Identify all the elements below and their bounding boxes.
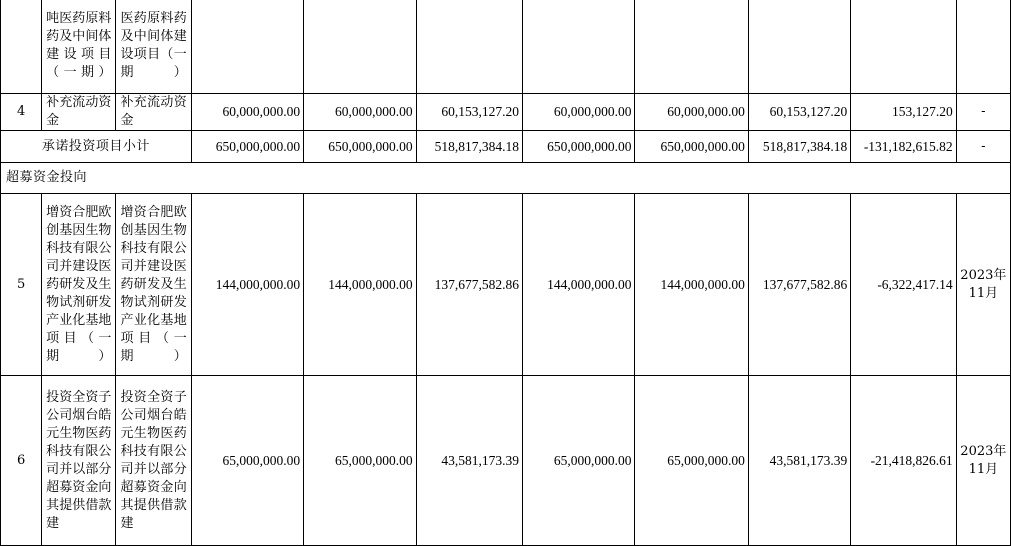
- subtotal-label: 承诺投资项目小计: [1, 131, 192, 163]
- table-row: [1, 0, 1011, 94]
- project-name-committed: 增资合肥欧创基因生物科技有限公司并建设医药研发及生物试剂研发产业化基地项目（一期）: [42, 194, 116, 376]
- adjusted-investment: 65,000,000.00: [304, 376, 416, 546]
- row-number: 6: [1, 376, 42, 546]
- difference-amount: -21,418,826.61: [851, 376, 956, 546]
- row-number: [1, 0, 42, 94]
- project-name-adjusted: 补充流动资金: [116, 94, 191, 131]
- value-col-4: 144,000,000.00: [523, 194, 635, 376]
- adjusted-investment: [304, 0, 416, 94]
- difference-amount: 153,127.20: [851, 94, 956, 131]
- adjusted-investment: 144,000,000.00: [304, 194, 416, 376]
- table-row: [1, 94, 1011, 131]
- committed-investment: 144,000,000.00: [191, 194, 303, 376]
- difference-amount: -131,182,615.82: [851, 131, 956, 163]
- ready-date: [956, 0, 1010, 94]
- ready-date: 2023年11月: [956, 194, 1010, 376]
- section-label: 超募资金投向: [1, 163, 1011, 194]
- committed-investment: 65,000,000.00: [191, 376, 303, 546]
- cumulative-investment: 60,153,127.20: [416, 94, 522, 131]
- project-name-committed: 补充流动资金: [42, 94, 116, 131]
- value-col-6: [748, 0, 850, 94]
- difference-amount: -6,322,417.14: [851, 194, 956, 376]
- value-col-6: 518,817,384.18: [748, 131, 850, 163]
- project-name-adjusted: 投资全资子公司烟台皓元生物医药科技有限公司并以部分超募资金向其提供借款建: [116, 376, 191, 546]
- value-col-5: 60,000,000.00: [635, 94, 748, 131]
- project-name-adjusted: 医药原料药及中间体建设项目（一期）: [116, 0, 191, 94]
- value-col-5: [635, 0, 748, 94]
- value-col-5: 650,000,000.00: [635, 131, 748, 163]
- project-name-committed: 投资全资子公司烟台皓元生物医药科技有限公司并以部分超募资金向其提供借款建: [42, 376, 116, 546]
- ready-date: 2023年11月: [956, 376, 1010, 546]
- value-col-4: [523, 0, 635, 94]
- row-number: 5: [1, 194, 42, 376]
- table-row: [1, 376, 1011, 546]
- value-col-6: 60,153,127.20: [748, 94, 850, 131]
- cumulative-investment: 43,581,173.39: [416, 376, 522, 546]
- value-col-6: 43,581,173.39: [748, 376, 850, 546]
- value-col-4: 650,000,000.00: [523, 131, 635, 163]
- ready-date: -: [956, 94, 1010, 131]
- committed-investment: 650,000,000.00: [191, 131, 303, 163]
- committed-investment: 60,000,000.00: [191, 94, 303, 131]
- row-number: 4: [1, 94, 42, 131]
- value-col-6: 137,677,582.86: [748, 194, 850, 376]
- adjusted-investment: 60,000,000.00: [304, 94, 416, 131]
- table-row: [1, 194, 1011, 376]
- cumulative-investment: 518,817,384.18: [416, 131, 522, 163]
- difference-amount: [851, 0, 956, 94]
- subtotal-row: [1, 131, 1011, 163]
- value-col-5: 65,000,000.00: [635, 376, 748, 546]
- section-row: [1, 163, 1011, 194]
- project-name-adjusted: 增资合肥欧创基因生物科技有限公司并建设医药研发及生物试剂研发产业化基地项目（一期）: [116, 194, 191, 376]
- project-name-committed: 吨医药原料药及中间体建设项目（一期）: [42, 0, 116, 94]
- value-col-4: 60,000,000.00: [523, 94, 635, 131]
- value-col-4: 65,000,000.00: [523, 376, 635, 546]
- adjusted-investment: 650,000,000.00: [304, 131, 416, 163]
- cumulative-investment: [416, 0, 522, 94]
- committed-investment: [191, 0, 303, 94]
- value-col-5: 144,000,000.00: [635, 194, 748, 376]
- cumulative-investment: 137,677,582.86: [416, 194, 522, 376]
- ready-date: -: [956, 131, 1010, 163]
